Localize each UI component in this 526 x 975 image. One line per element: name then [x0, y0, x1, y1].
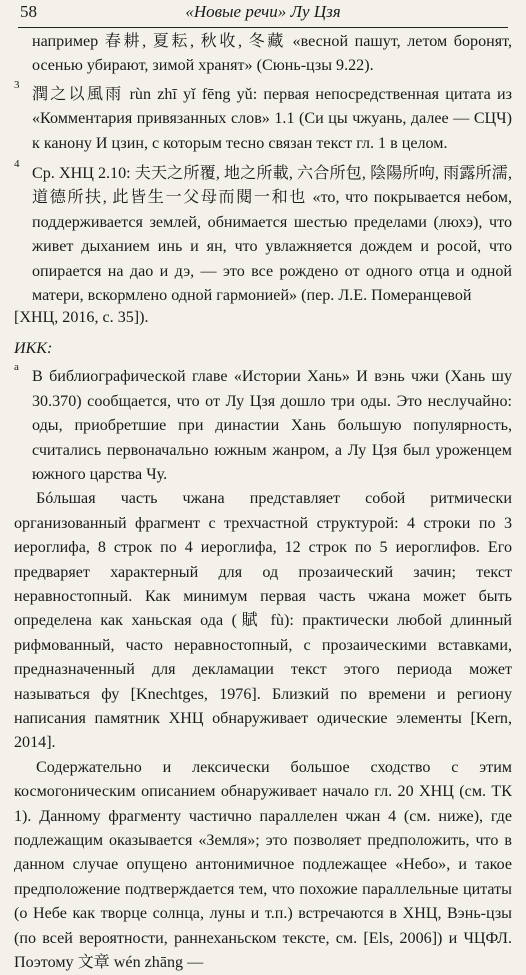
body-paragraph: Содержательно и лексически большое сходство с этим космогоническим описанием обнаруживает начало гл. 20 ХНЦ (см. ТК 1). Данному фрагменту частично параллелен чжан 4 (см. ниже), где подлежащим оказывается «Земля»; это позволяет предположить, что в данном случае опущено антонимичное подлежащее «Небо», и такое предположение подтверждается тем, что похожие параллельные цитаты (о Небе как творце солнца, луны и т.п.) встречаются в ХНЦ, Вэнь-цзы (по всей вероятности, раннеханьском тексте, см. [Els, 2006]) и ЧЦФЛ. Поэтому 文章 wén zhāng — [14, 758, 512, 972]
footnote-text: Ср. ХНЦ 2.10: 夫天之所覆, 地之所載, 六合所包, 陰陽所呴, 雨露所濡, 道德所扶, 此皆生一父母而閱一和也 «то, что покрывается небом, поддерживается землей, обнимается шестью пределами (люхэ), что живет дыханием инь и ян, что увлажняется дождем и росой, что опирается на дао и дэ, — это все рождено от одного отца и одной матери, вскормлено одной гармонией» (пер. Л.Е. Померанцевой [32, 165, 512, 305]
page-header [14, 0, 512, 30]
running-title: «Новые речи» Лу Цзя [185, 2, 341, 21]
header-rule [18, 27, 508, 28]
body-paragraph: Бóльшая часть чжана представляет собой ритмически организованный фрагмент с трехчастной структурой: 4 строки по 3 иероглифа, 8 строк по 4 иероглифа, 12 строк по 5 иероглифов. Его предваряет характерный для од прозаический зачин; текст неравностопный. Как минимум первая часть чжана может быть определена как ханьская ода (賦 fù): практически любой длинный рифмованный, часто неравностопный, с прозаическими вставками, предназначенный для декламации текст этого периода может называться фу [Knechtges, 1976]. Близкий по времени и региону написания памятник ХНЦ обнаруживает одические элементы [Kern, 2014]. [14, 490, 512, 752]
commentary-note-a [14, 361, 512, 487]
footnote-marker: 4 [14, 158, 20, 171]
page-body [14, 30, 512, 975]
footnote-marker: 3 [14, 78, 20, 91]
commentary-marker: a [14, 361, 19, 374]
footnote-3 [14, 78, 512, 156]
page-number: 58 [20, 2, 37, 21]
footnote-4-reference: [ХНЦ, 2016, с. 35]). [14, 309, 149, 327]
footnote-text: 潤之以風雨 rùn zhī yǐ fēng yǔ: первая непосредственная цитата из «Комментария привязанных слов» 1.1 (Си цы чжуань, далее — СЦЧ) к канону И цзин, с которым тесно связан текст гл. 1 в целом. [32, 85, 512, 152]
footnote-2-continuation: например 春耕, 夏耘, 秋收, 冬藏 «весной пашут, летом боронят, осенью убирают, зимой хранят» (Сюнь-цзы 9.22). [32, 33, 512, 75]
commentary-text: В библиографической главе «Истории Хань» И вэнь чжи (Хань шу 30.370) сообщается, что от Лу Цзя дошло три оды. Это неслучайно: оды, приобретшие при династии Хань большую популярность, считались первоначально южным жанром, а Лу Цзя был уроженцем южного царства Чу. [32, 368, 512, 483]
footnote-4 [14, 158, 512, 308]
section-label-ikk: ИКК: [14, 339, 53, 357]
